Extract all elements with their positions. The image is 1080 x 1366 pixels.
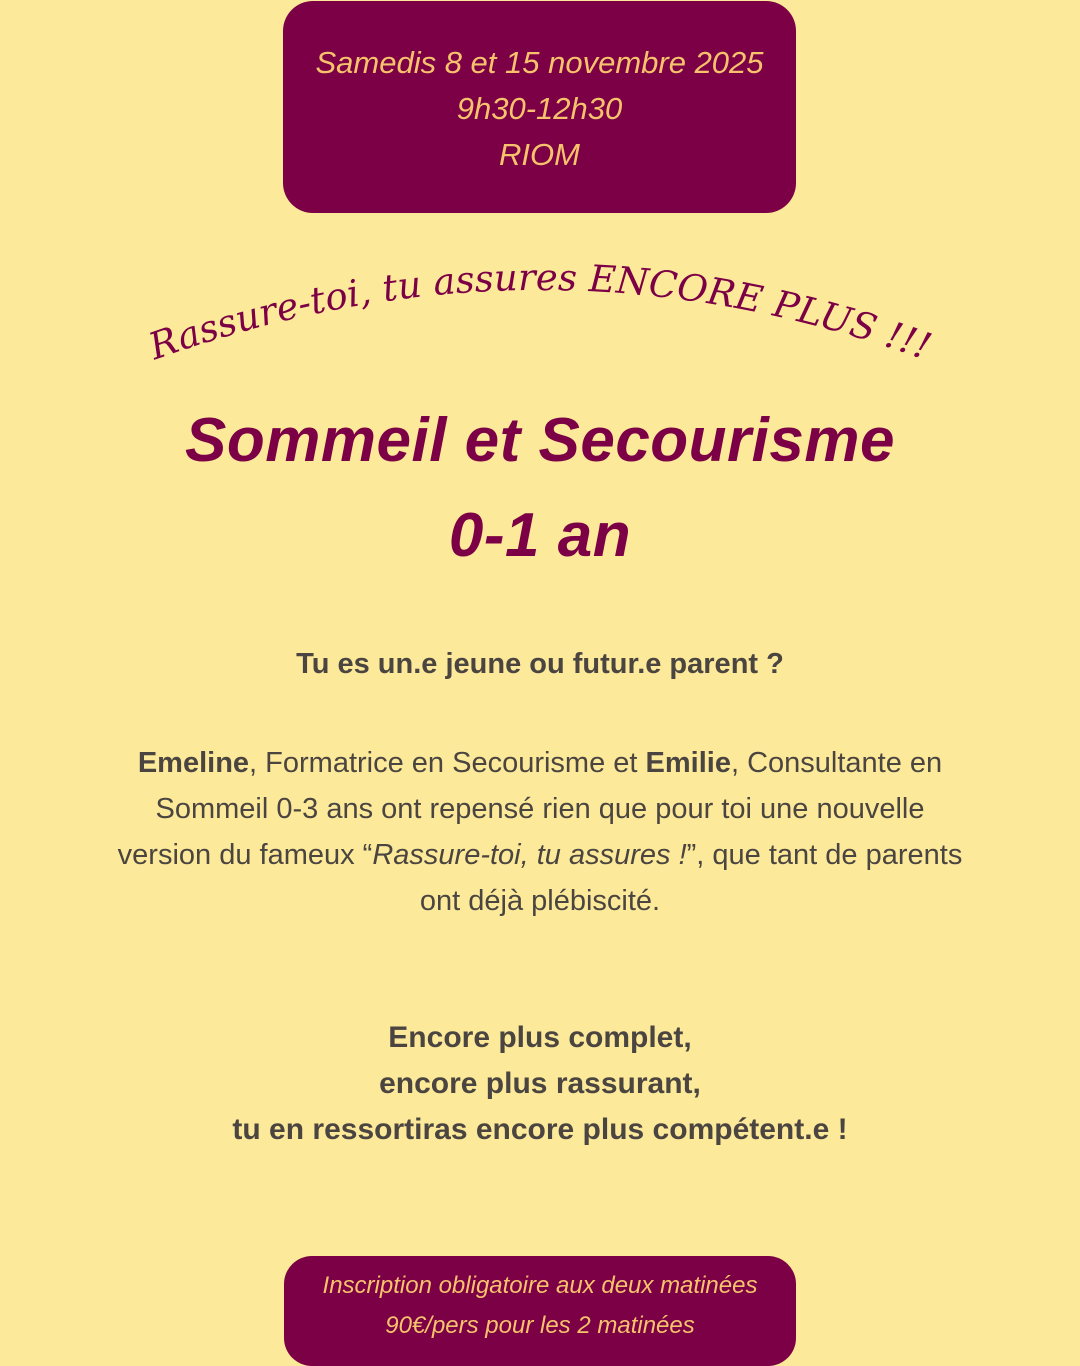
event-location: RIOM [499,137,580,172]
event-dates: Samedis 8 et 15 novembre 2025 [315,45,764,80]
audience-question: Tu es un.e jeune ou futur.e parent ? [296,648,784,680]
trainer-role-emeline: , Formatrice en Secourisme et [249,747,646,779]
main-title-line2: 0-1 an [448,501,632,570]
closing-line3: tu en ressortiras encore plus compétent.e ! [232,1113,848,1146]
event-time: 9h30-12h30 [456,91,623,126]
description-paragraph [110,740,970,924]
tagline-arc [0,0,1080,420]
trainer-name-emeline: Emeline [137,747,250,779]
closing-line1: Encore plus complet, [388,1021,692,1054]
trainer-name-emilie: Emilie [645,747,731,779]
tagline-text: Rassure-toi, tu assures ENCORE PLUS !!! [143,255,937,369]
trainer-role-emilie: , Consultante en Sommeil 0-3 ans ont repensé rien que pour toi une nouvelle version du fameux “ [117,747,943,871]
closing-statement [0,1015,1080,1153]
main-title-line1: Sommeil et Secourisme [185,406,895,475]
program-name: Rassure-toi, tu assures ! [372,839,687,871]
svg-text:Rassure-toi, tu assures ENCORE [143,256,937,369]
closing-line2: encore plus rassurant, [379,1067,701,1100]
registration-requirement: Inscription obligatoire aux deux matinées [322,1272,758,1299]
registration-price: 90€/pers pour les 2 matinées [385,1312,695,1339]
description-ending: ”, que tant de parents ont déjà plébiscité. [419,839,963,917]
